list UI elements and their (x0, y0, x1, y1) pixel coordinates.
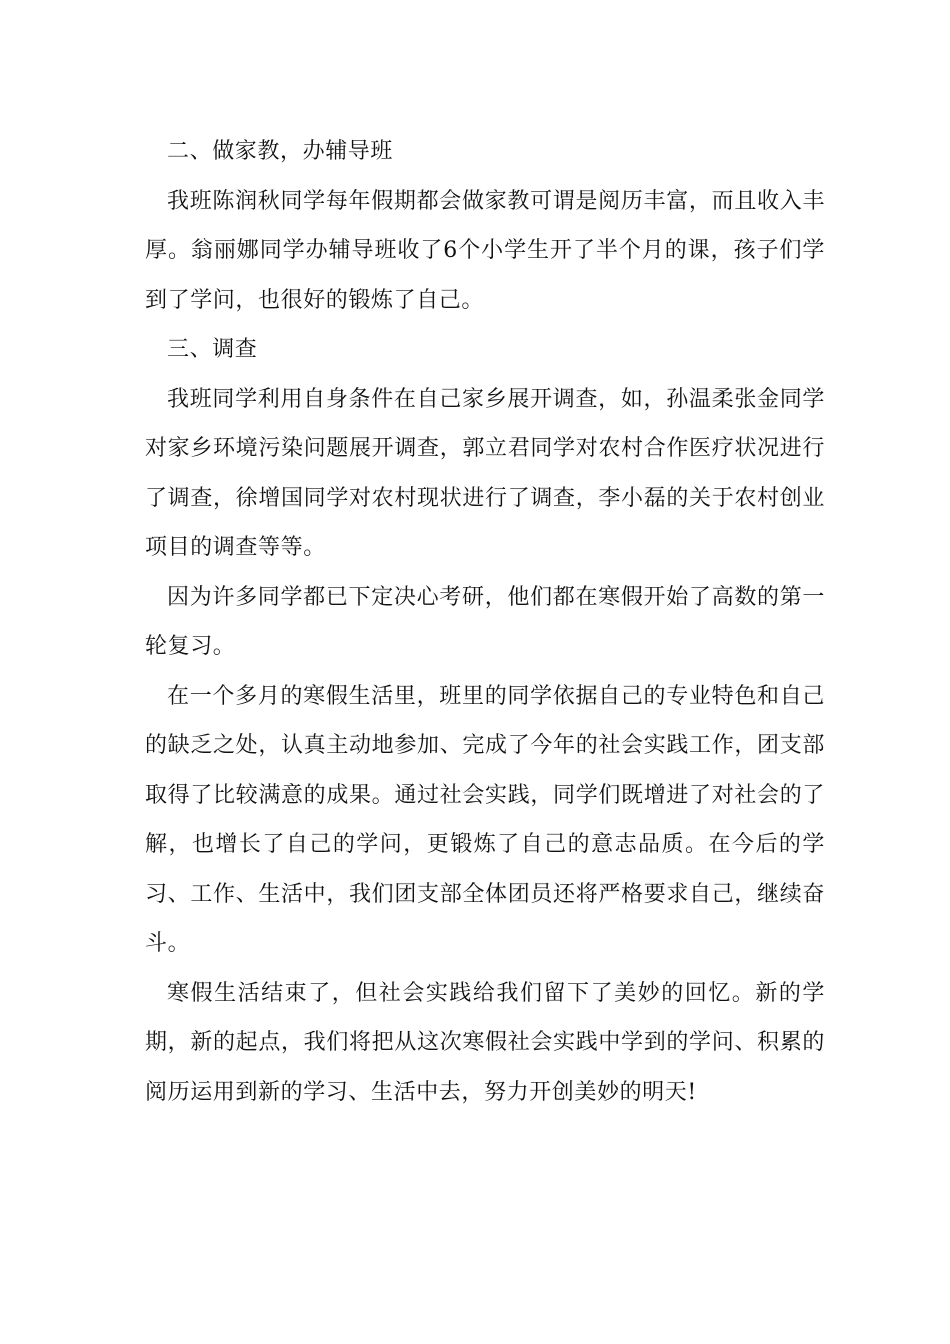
paragraph-summary: 在一个多月的寒假生活里，班里的同学依据自己的专业特色和自己的缺乏之处，认真主动地参加、完成了今年的社会实践工作，团支部取得了比较满意的成果。通过社会实践，同学们既增进了对社会的了解，也增长了自己的学问，更锻炼了自己的意志品质。在今后的学习、工作、生活中，我们团支部全体团员还将严格要求自己，继续奋斗。 (145, 683, 825, 956)
paragraph-exam-prep: 因为许多同学都已下定决心考研，他们都在寒假开始了高数的第一轮复习。 (145, 584, 825, 659)
document-body (145, 127, 825, 1117)
paragraph-tutoring: 我班陈润秋同学每年假期都会做家教可谓是阅历丰富，而且收入丰厚。翁丽娜同学办辅导班收了6个小学生开了半个月的课，孩子们学到了学问，也很好的锻炼了自己。 (145, 188, 825, 313)
paragraph-survey: 我班同学利用自身条件在自己家乡展开调查，如，孙温柔张金同学对家乡环境污染问题展开调查，郭立君同学对农村合作医疗状况进行了调查，徐增国同学对农村现状进行了调查，李小磊的关于农村创业项目的调查等等。 (145, 386, 825, 560)
paragraph-closing: 寒假生活结束了，但社会实践给我们留下了美妙的回忆。新的学期，新的起点，我们将把从这次寒假社会实践中学到的学问、积累的阅历运用到新的学习、生活中去，努力开创美妙的明天! (145, 980, 825, 1105)
section-heading-survey: 三、调查 (167, 337, 258, 362)
section-heading-tutoring: 二、做家教，办辅导班 (167, 139, 394, 164)
